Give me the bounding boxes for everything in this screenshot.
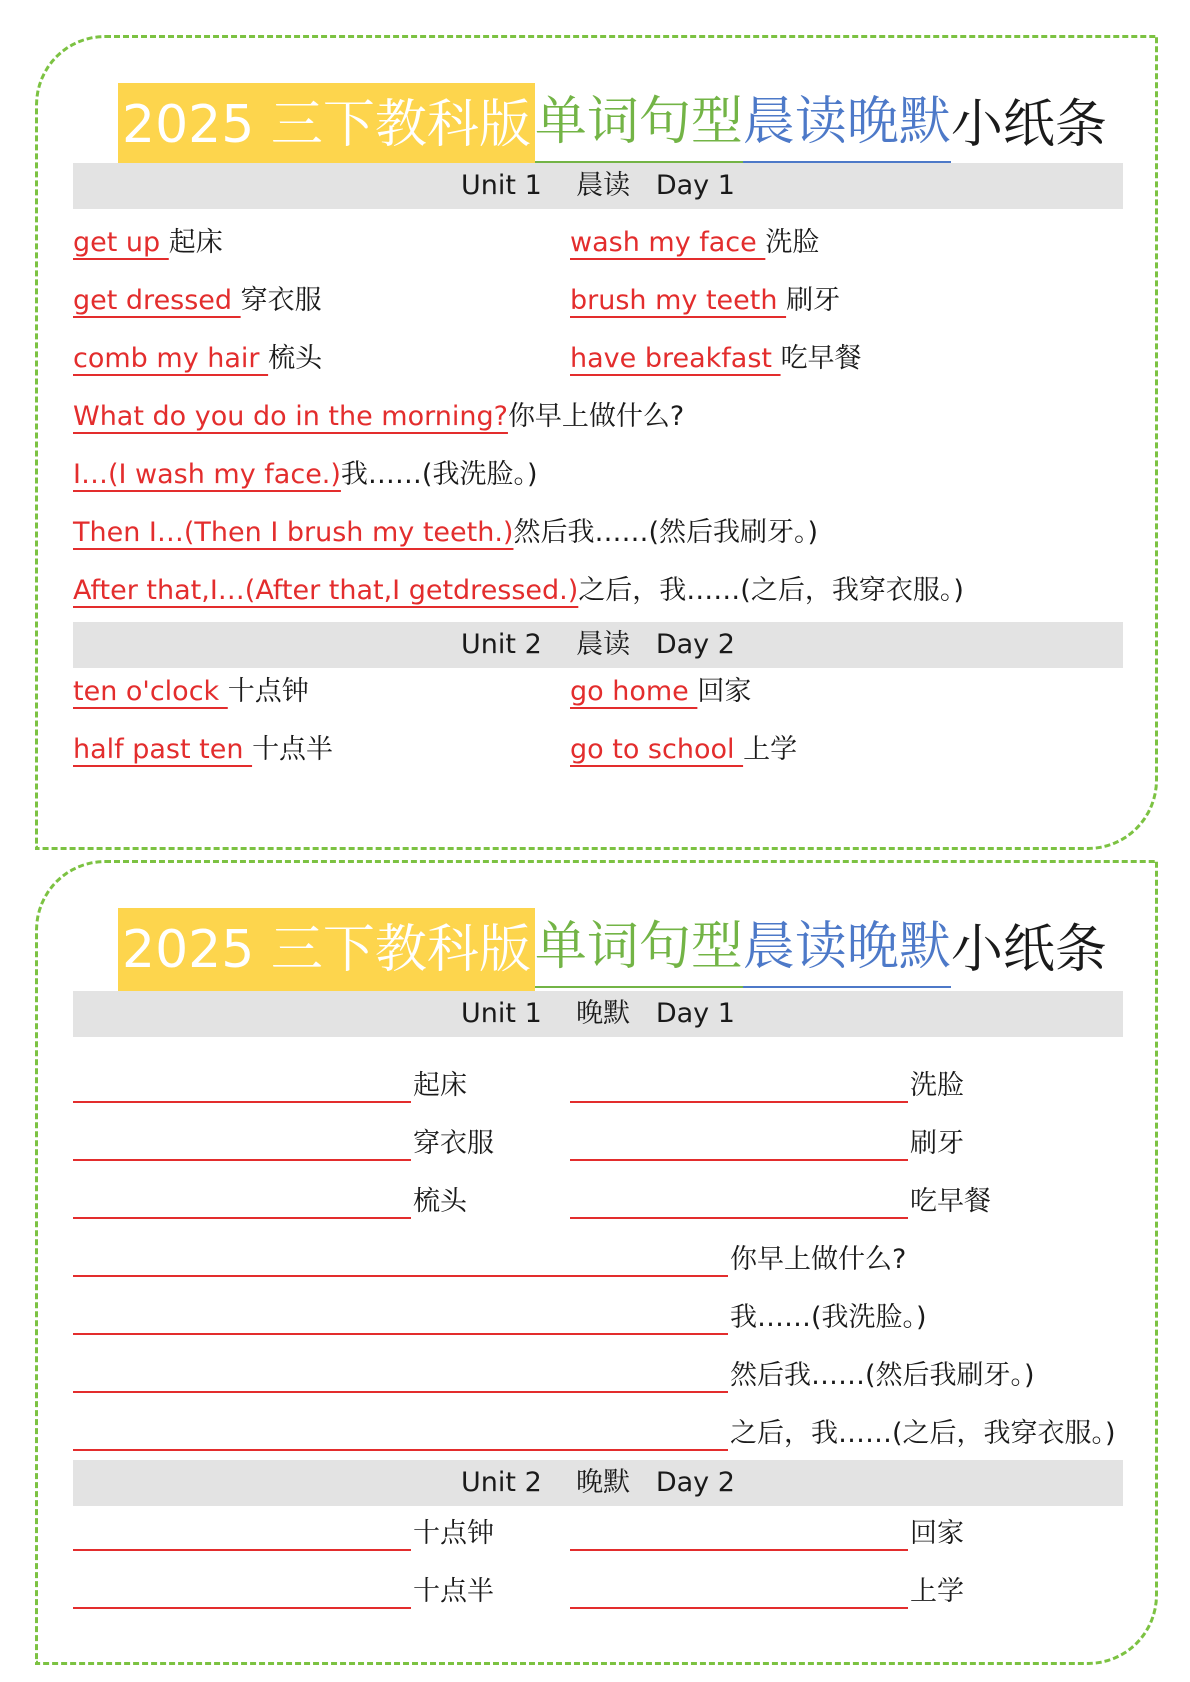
title-black-part: 小纸条 <box>950 920 1107 980</box>
word-english: go home <box>570 676 698 707</box>
hint-chinese: 洗脸 <box>910 1070 964 1101</box>
title-blue-part: 晨读晚默 <box>743 83 951 168</box>
title-black-part: 小纸条 <box>950 95 1107 155</box>
hint-chinese: 十点半 <box>413 1576 494 1607</box>
answer-blank-line[interactable] <box>570 1217 908 1219</box>
word-english: brush my teeth <box>570 285 787 316</box>
answer-blank-line[interactable] <box>73 1217 411 1219</box>
hint-chinese: 吃早餐 <box>910 1186 991 1217</box>
morning-word-3 <box>73 281 322 321</box>
word-english: get dressed <box>73 285 241 316</box>
sentence-english: I…(I wash my face.) <box>73 459 341 490</box>
word-chinese: 上学 <box>743 734 798 765</box>
answer-blank-line[interactable] <box>73 1159 411 1161</box>
sentence-english: Then I…(Then I brush my teeth.) <box>73 517 514 548</box>
morning-word-1 <box>73 223 223 263</box>
hint-chinese: 你早上做什么? <box>730 1244 907 1275</box>
answer-blank-line[interactable] <box>73 1333 728 1335</box>
word-chinese: 穿衣服 <box>240 285 322 316</box>
hint-chinese: 上学 <box>910 1576 964 1607</box>
answer-blank-line[interactable] <box>73 1607 411 1609</box>
evening-unit1-header: Unit 1 晚默 Day 1 <box>73 991 1123 1037</box>
word-chinese: 回家 <box>697 676 752 707</box>
morning-word-2 <box>570 223 819 263</box>
hint-chinese: 回家 <box>910 1518 964 1549</box>
morning-word-5 <box>73 339 322 379</box>
morning-word-4 <box>570 281 840 321</box>
title-green-part: 单词句型 <box>535 83 743 168</box>
morning-card <box>35 35 1158 850</box>
answer-blank-line[interactable] <box>73 1549 411 1551</box>
word-english: comb my hair <box>73 343 269 374</box>
morning-title <box>118 83 1107 168</box>
morning-unit2-word-3 <box>73 730 333 770</box>
morning-unit2-word-2 <box>570 672 751 712</box>
sentence-chinese: 我……(我洗脸。) <box>340 459 538 490</box>
hint-chinese: 梳头 <box>413 1186 467 1217</box>
word-chinese: 十点半 <box>252 734 334 765</box>
word-english: go to school <box>570 734 744 765</box>
hint-chinese: 穿衣服 <box>413 1128 494 1159</box>
word-english: half past ten <box>73 734 253 765</box>
word-chinese: 梳头 <box>268 343 323 374</box>
title-year-part: 2025 三下教科版 <box>118 83 535 168</box>
evening-unit2-header: Unit 2 晚默 Day 2 <box>73 1460 1123 1506</box>
hint-chinese: 十点钟 <box>413 1518 494 1549</box>
hint-chinese: 刷牙 <box>910 1128 964 1159</box>
morning-word-6 <box>570 339 862 379</box>
word-chinese: 洗脸 <box>765 227 820 258</box>
morning-sentence-1 <box>73 397 684 437</box>
title-year-part: 2025 三下教科版 <box>118 908 535 993</box>
word-chinese: 刷牙 <box>786 285 841 316</box>
sentence-chinese: 你早上做什么? <box>507 401 685 432</box>
answer-blank-line[interactable] <box>73 1275 728 1277</box>
morning-sentence-4 <box>73 571 964 611</box>
morning-unit1-header: Unit 1 晨读 Day 1 <box>73 163 1123 209</box>
morning-unit2-header: Unit 2 晨读 Day 2 <box>73 622 1123 668</box>
sentence-chinese: 然后我……(然后我刷牙。) <box>513 517 819 548</box>
title-green-part: 单词句型 <box>535 908 743 993</box>
answer-blank-line[interactable] <box>570 1607 908 1609</box>
sentence-english: What do you do in the morning? <box>73 401 508 432</box>
evening-title <box>118 908 1107 993</box>
answer-blank-line[interactable] <box>73 1449 728 1451</box>
word-english: ten o'clock <box>73 676 228 707</box>
word-chinese: 起床 <box>168 227 223 258</box>
answer-blank-line[interactable] <box>73 1101 411 1103</box>
sentence-english: After that,I…(After that,I getdressed.) <box>73 575 579 606</box>
morning-unit2-word-4 <box>570 730 797 770</box>
answer-blank-line[interactable] <box>570 1159 908 1161</box>
hint-chinese: 之后，我……(之后，我穿衣服。) <box>730 1418 1116 1449</box>
hint-chinese: 起床 <box>413 1070 467 1101</box>
morning-sentence-2 <box>73 455 538 495</box>
answer-blank-line[interactable] <box>73 1391 728 1393</box>
word-chinese: 十点钟 <box>227 676 309 707</box>
answer-blank-line[interactable] <box>570 1101 908 1103</box>
word-english: wash my face <box>570 227 766 258</box>
sentence-chinese: 之后，我……(之后，我穿衣服。) <box>578 575 964 606</box>
morning-sentence-3 <box>73 513 818 553</box>
evening-card <box>35 860 1158 1665</box>
answer-blank-line[interactable] <box>570 1549 908 1551</box>
word-chinese: 吃早餐 <box>780 343 862 374</box>
title-blue-part: 晨读晚默 <box>743 908 951 993</box>
word-english: have breakfast <box>570 343 781 374</box>
morning-unit2-word-1 <box>73 672 309 712</box>
word-english: get up <box>73 227 169 258</box>
hint-chinese: 然后我……(然后我刷牙。) <box>730 1360 1035 1391</box>
hint-chinese: 我……(我洗脸。) <box>730 1302 927 1333</box>
